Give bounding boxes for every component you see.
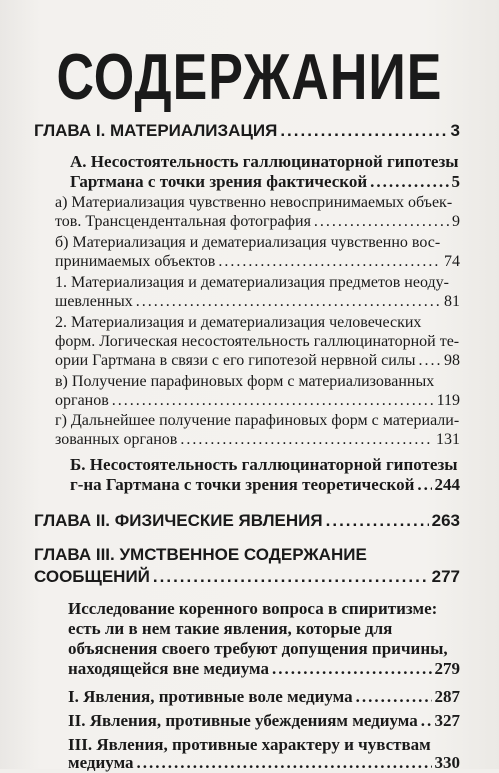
leader-dots — [421, 711, 432, 731]
toc-entry-label: I. Явления, противные воле медиума — [68, 687, 353, 706]
toc-section-iii-line: III. Явления, противные характеру и чувствам — [68, 735, 431, 754]
toc-subsection-line: форм. Логическая несостоятельность галлюцинаторной те- — [55, 333, 460, 350]
leader-dots — [370, 172, 448, 192]
toc-section-q-line: Исследование коренного вопроса в спиритизме: — [68, 599, 438, 618]
toc-entry-subsection-b[interactable] — [55, 253, 460, 271]
leader-dots — [419, 352, 441, 370]
toc-entry-label: ГЛАВА I. МАТЕРИАЛИЗАЦИЯ — [34, 121, 278, 140]
toc-entry-label: зованных органов — [55, 431, 178, 448]
page-title: СОДЕРЖАНИЕ — [56, 41, 443, 114]
toc-entry-chapter-1[interactable] — [34, 121, 460, 141]
leader-dots — [272, 659, 432, 679]
leader-dots — [417, 475, 431, 495]
toc-entry-page: 263 — [431, 511, 460, 530]
toc-chapter-3-line: ГЛАВА III. УМСТВЕННОЕ СОДЕРЖАНИЕ — [34, 545, 367, 564]
leader-dots — [137, 753, 432, 773]
toc-subsection-line: 2. Материализация и дематериализация человеческих — [55, 314, 422, 331]
toc-subsection-line: а) Материализация чувственно невоспринимаемых объек- — [55, 194, 453, 211]
toc-section-a-line: А. Несостоятельность галлюцинаторной гипотезы — [70, 152, 459, 171]
toc-entry-subsection-a[interactable] — [55, 213, 460, 231]
toc-section-q-line: объяснения своего требуют допущения причины, — [68, 639, 448, 658]
toc-entry-chapter-3[interactable] — [34, 567, 460, 587]
toc-entry-page: 74 — [444, 253, 460, 270]
toc-entry-subsection-v[interactable] — [55, 392, 460, 410]
toc-subsection-line: 1. Материализация и дематериализация предметов неоду- — [55, 274, 449, 291]
toc-entry-page: 9 — [452, 213, 460, 230]
toc-entry-label: ГЛАВА II. ФИЗИЧЕСКИЕ ЯВЛЕНИЯ — [34, 511, 323, 530]
toc-entry-page: 3 — [450, 121, 460, 140]
leader-dots — [153, 567, 429, 587]
toc-entry-page: 277 — [431, 567, 460, 586]
leader-dots — [218, 253, 441, 271]
toc-entry-subsection-2[interactable] — [55, 352, 460, 370]
toc-section-q-line: есть ли в нем такие явления, которые для — [68, 619, 393, 638]
toc-entry-label: ории Гартмана в связи с его гипотезой нервной силы — [55, 352, 416, 369]
toc-entry-label: тов. Трансцендентальная фотография — [55, 213, 311, 230]
leader-dots — [314, 213, 449, 231]
toc-entry-section-b[interactable] — [70, 475, 460, 495]
toc-entry-label: шевленных — [55, 293, 133, 310]
toc-entry-subsection-g[interactable] — [55, 431, 460, 449]
toc-subsection-line: в) Получение парафиновых форм с материализованных — [55, 373, 435, 390]
leader-dots — [356, 687, 432, 707]
toc-entry-section-ii[interactable] — [68, 711, 460, 731]
toc-entry-label: принимаемых объектов — [55, 253, 216, 270]
toc-entry-page: 131 — [436, 431, 460, 448]
toc-entry-page: 330 — [434, 753, 460, 772]
toc-entry-page: 287 — [434, 687, 460, 706]
toc-entry-chapter-2[interactable] — [34, 511, 460, 531]
toc-entry-label: СООБЩЕНИЙ — [34, 567, 150, 586]
toc-subsection-line: б) Материализация и дематериализация чувственно вос- — [55, 234, 441, 251]
toc-entry-label: II. Явления, противные убеждениям медиума — [68, 711, 418, 730]
leader-dots — [180, 431, 433, 449]
leader-dots — [112, 392, 434, 410]
leader-dots — [280, 121, 447, 141]
toc-entry-page: 119 — [436, 392, 460, 409]
toc-entry-page: 327 — [434, 711, 460, 730]
toc-entry-label: Гартмана с точки зрения фактической — [70, 172, 368, 191]
toc-entry-page: 98 — [444, 352, 460, 369]
toc-entry-label: находящейся вне медиума — [68, 659, 269, 678]
toc-subsection-line: г) Дальнейшее получение парафиновых форм с материали- — [55, 412, 460, 429]
toc-entry-subsection-1[interactable] — [55, 293, 460, 311]
leader-dots — [136, 293, 441, 311]
toc-entry-page: 244 — [434, 475, 460, 494]
leader-dots — [326, 511, 429, 531]
toc-entry-section-i[interactable] — [68, 687, 460, 707]
toc-entry-label: г-на Гартмана с точки зрения теоретической — [70, 475, 415, 494]
toc-section-b-line: Б. Несостоятельность галлюцинаторной гипотезы — [70, 455, 458, 474]
toc-entry-page: 279 — [434, 659, 460, 678]
toc-entry-page: 5 — [451, 172, 460, 191]
toc-entry-section-iii[interactable] — [68, 753, 460, 773]
toc-entry-section-a[interactable] — [70, 172, 460, 192]
toc-entry-label: медиума — [68, 753, 134, 772]
toc-entry-page: 81 — [444, 293, 460, 310]
toc-entry-section-q[interactable] — [68, 659, 460, 679]
toc-entry-label: органов — [55, 392, 109, 409]
